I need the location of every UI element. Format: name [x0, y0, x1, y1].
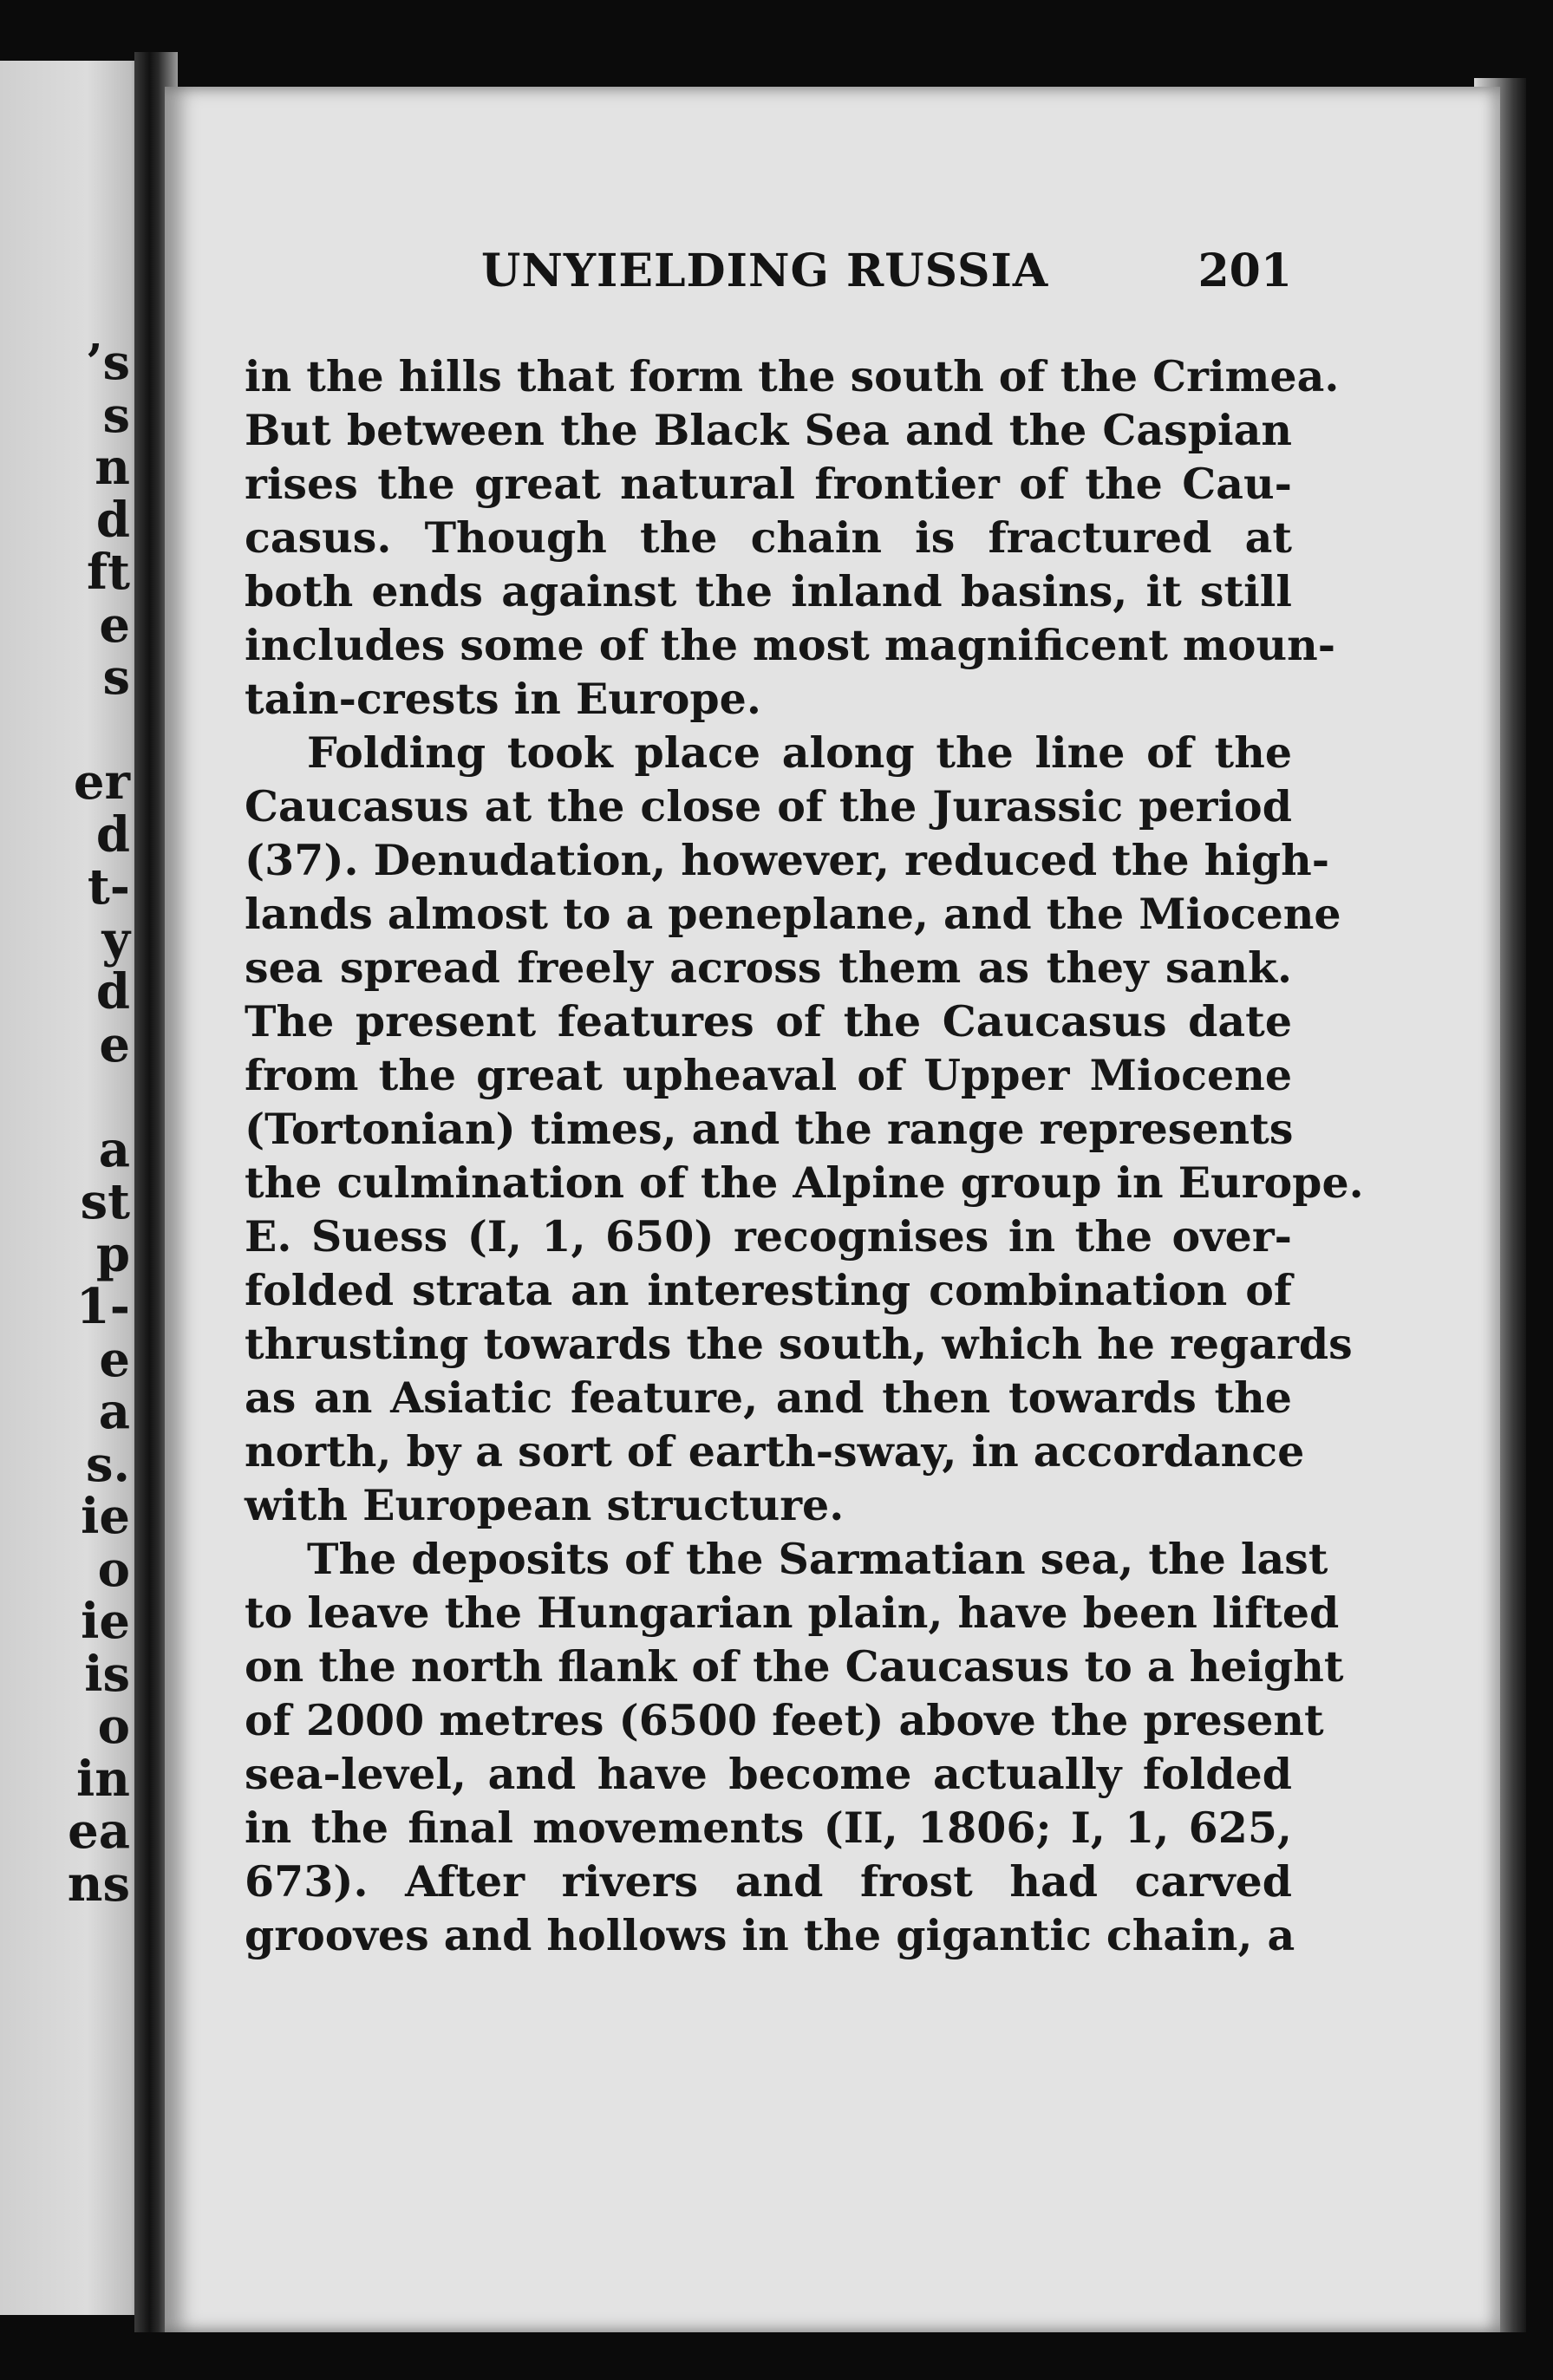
text-line: grooves and hollows in the gigantic chain, a	[245, 1910, 1295, 1960]
previous-page-fragment: ’s	[85, 334, 130, 391]
previous-page-fragment: p	[95, 1225, 130, 1283]
previous-page-edge	[0, 61, 146, 2315]
text-line: casus. Though the chain is fractured at	[245, 512, 1292, 563]
text-line: folded strata an interesting combination of	[245, 1265, 1292, 1315]
previous-page-fragment	[68, 704, 130, 757]
text-line: But between the Black Sea and the Caspian	[245, 405, 1292, 455]
previous-page-fragment: ie	[81, 1593, 130, 1650]
text-line: The deposits of the Sarmatian sea, the last	[307, 1534, 1328, 1584]
text-line: with European structure.	[245, 1480, 845, 1530]
text-line: 673). After rivers and frost had carved	[245, 1856, 1292, 1907]
previous-page-fragment: t-	[87, 858, 130, 916]
previous-page-fragment: is	[84, 1645, 130, 1703]
previous-page-fragment: in	[76, 1750, 130, 1808]
text-line: E. Suess (I, 1, 650) recognises in the over-	[245, 1211, 1292, 1262]
previous-page-fragment: s	[102, 386, 130, 444]
previous-page-fragment: e	[99, 596, 130, 654]
text-line: (Tortonian) times, and the range represents	[245, 1104, 1294, 1154]
previous-page-fragment: y	[101, 910, 130, 968]
running-header	[481, 245, 1292, 305]
text-line: north, by a sort of earth-sway, in accordance	[245, 1426, 1305, 1477]
previous-page-fragment: st	[80, 1173, 130, 1230]
text-line: Caucasus at the close of the Jurassic period	[245, 781, 1292, 831]
text-line: in the final movements (II, 1806; I, 1, 625,	[245, 1803, 1292, 1853]
previous-page-fragment: d	[95, 805, 130, 864]
previous-page-fragment: ns	[67, 1855, 130, 1913]
page-number: 201	[1197, 245, 1292, 297]
text-line: (37). Denudation, however, reduced the high-	[245, 835, 1330, 885]
previous-page-text-fragments	[67, 334, 130, 1913]
text-line: rises the great natural frontier of the Cau-	[245, 459, 1292, 509]
previous-page-fragment: e	[99, 1330, 130, 1388]
text-line: of 2000 metres (6500 feet) above the present	[245, 1695, 1324, 1745]
text-line: in the hills that form the south of the Crimea.	[245, 351, 1340, 401]
text-line: includes some of the most magnificent moun-	[245, 620, 1336, 670]
text-line: lands almost to a peneplane, and the Miocene	[245, 889, 1341, 939]
previous-page-fragment: d	[95, 963, 130, 1020]
text-line: tain-crests in Europe.	[245, 674, 761, 724]
paragraph	[245, 349, 1340, 726]
body-text	[245, 349, 1364, 1962]
text-line: Folding took place along the line of the	[307, 727, 1292, 778]
running-title: UNYIELDING RUSSIA	[481, 245, 1049, 297]
text-line: both ends against the inland basins, it still	[245, 566, 1292, 616]
text-line: sea spread freely across them as they sank.	[245, 942, 1292, 993]
text-line: as an Asiatic feature, and then towards the	[245, 1373, 1292, 1423]
text-line: the culmination of the Alpine group in Europe.	[245, 1157, 1364, 1208]
previous-page-fragment: n	[95, 439, 130, 496]
previous-page-fragment: a	[98, 1383, 130, 1440]
paragraph	[245, 1532, 1344, 1962]
text-line: The present features of the Caucasus date	[245, 996, 1292, 1047]
previous-page-fragment: er	[73, 753, 130, 811]
text-line: thrusting towards the south, which he regards	[245, 1319, 1353, 1369]
previous-page-fragment: ie	[81, 1488, 130, 1545]
previous-page-fragment	[68, 1071, 130, 1124]
previous-page-fragment: d	[95, 491, 130, 549]
text-line: sea-level, and have become actually folded	[245, 1749, 1292, 1799]
previous-page-fragment: s	[102, 649, 130, 706]
text-line: from the great upheaval of Upper Miocene	[245, 1050, 1292, 1100]
previous-page-fragment: 1-	[75, 1278, 130, 1335]
previous-page-fragment: e	[99, 1015, 130, 1073]
previous-page-fragment: a	[98, 1120, 130, 1178]
previous-page-fragment: o	[97, 1698, 130, 1755]
previous-page-fragment: o	[97, 1540, 130, 1598]
previous-page-fragment: ft	[87, 544, 130, 601]
previous-page-fragment: s.	[85, 1435, 130, 1493]
previous-page-fragment: ea	[68, 1803, 130, 1860]
text-line: on the north flank of the Caucasus to a height	[245, 1641, 1344, 1692]
text-line: to leave the Hungarian plain, have been lifted	[245, 1588, 1340, 1638]
paragraph	[245, 726, 1364, 1532]
